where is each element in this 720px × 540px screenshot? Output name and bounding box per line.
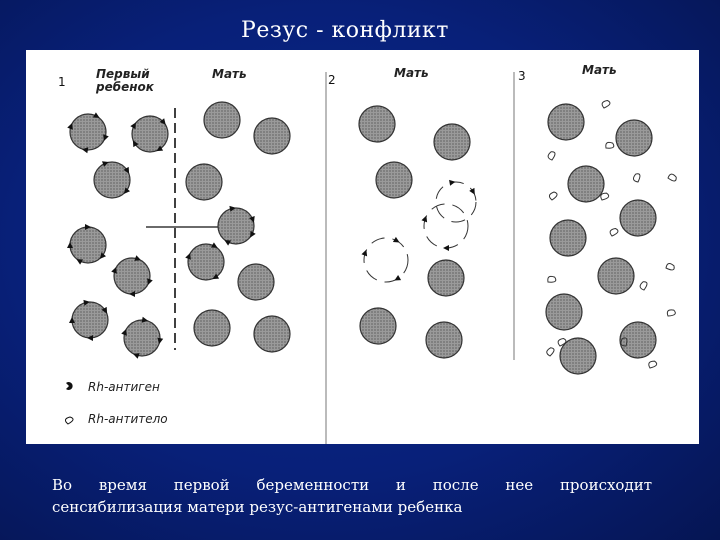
panel-number-2: 2 — [328, 73, 336, 87]
cells-layer — [67, 100, 677, 374]
rh-antibody-marker — [666, 308, 677, 319]
mother-label-panel2: Мать — [394, 66, 429, 80]
rh-antibody-marker — [609, 228, 618, 237]
maternal-rh-negative-cell — [550, 220, 586, 256]
rh-antigen-marker — [361, 249, 369, 257]
maternal-rh-negative-cell — [598, 258, 634, 294]
fetal-rh-positive-cell — [72, 302, 108, 338]
rh-antigen-marker — [393, 275, 401, 283]
hemolysed-cell-outline — [436, 182, 476, 222]
maternal-rh-negative-cell — [620, 322, 656, 358]
fetal-rh-positive-cell — [124, 320, 160, 356]
panel-number-3: 3 — [518, 69, 526, 83]
hemolysed-cell-outline — [424, 204, 468, 248]
hemolysed-cell-outline — [364, 238, 408, 282]
mother-label-panel3: Мать — [582, 63, 617, 77]
rh-antibody-marker — [604, 140, 615, 151]
maternal-rh-negative-cell — [359, 106, 395, 142]
maternal-rh-negative-cell — [560, 338, 596, 374]
maternal-rh-negative-cell — [204, 102, 240, 138]
rh-antibody-marker — [648, 360, 658, 370]
slide-title: Резус - конфликт — [241, 18, 449, 43]
caption-line-2: сенсибилизация матери резус-антигенами ребенка — [52, 498, 463, 516]
maternal-rh-negative-cell — [434, 124, 470, 160]
rh-antibody-icon — [65, 417, 73, 424]
rh-antibody-marker — [547, 151, 557, 161]
rh-antigen-marker — [469, 188, 477, 196]
maternal-rh-negative-cell — [426, 322, 462, 358]
rh-antibody-marker — [546, 347, 555, 356]
fetal-cell-in-mother — [188, 244, 224, 280]
maternal-rh-negative-cell — [254, 118, 290, 154]
maternal-rh-negative-cell — [428, 260, 464, 296]
legend-label-antigen: Rh-антиген — [88, 380, 160, 394]
child-label-line1: Первый — [96, 67, 150, 81]
maternal-rh-negative-cell — [568, 166, 604, 202]
maternal-rh-negative-cell — [546, 294, 582, 330]
fetal-rh-positive-cell — [70, 114, 106, 150]
rh-antibody-marker — [665, 262, 676, 273]
maternal-rh-negative-cell — [548, 104, 584, 140]
maternal-rh-negative-cell — [194, 310, 230, 346]
rh-antigen-marker — [421, 215, 429, 223]
diagram-canvas — [26, 50, 699, 444]
rh-antibody-marker — [667, 173, 677, 183]
rh-antigen-icon — [66, 382, 73, 390]
caption-line-1: Во время первой беременности и после нее происходит — [52, 476, 652, 494]
rh-antibody-marker — [549, 192, 557, 200]
maternal-rh-negative-cell — [238, 264, 274, 300]
maternal-rh-negative-cell — [186, 164, 222, 200]
legend — [65, 380, 167, 426]
child-label-line2: ребенок — [96, 80, 154, 94]
panel-number-1: 1 — [58, 75, 66, 89]
rh-conflict-diagram — [26, 50, 699, 444]
legend-label-antibody: Rh-антитело — [88, 412, 168, 426]
rh-antigen-marker — [393, 237, 401, 245]
transfer-arrow — [146, 223, 226, 231]
fetal-rh-positive-cell — [114, 258, 150, 294]
maternal-rh-negative-cell — [376, 162, 412, 198]
mother-label-panel1: Мать — [212, 67, 247, 81]
maternal-rh-negative-cell — [616, 120, 652, 156]
rh-antigen-marker — [443, 245, 449, 251]
maternal-rh-negative-cell — [360, 308, 396, 344]
rh-antibody-marker — [639, 281, 649, 291]
maternal-rh-negative-cell — [254, 316, 290, 352]
rh-antibody-marker — [601, 100, 610, 109]
rh-antibody-marker — [546, 274, 557, 285]
maternal-rh-negative-cell — [620, 200, 656, 236]
rh-antibody-marker — [632, 173, 643, 184]
slide-caption — [52, 474, 652, 518]
fetal-cell-in-mother — [218, 208, 254, 244]
